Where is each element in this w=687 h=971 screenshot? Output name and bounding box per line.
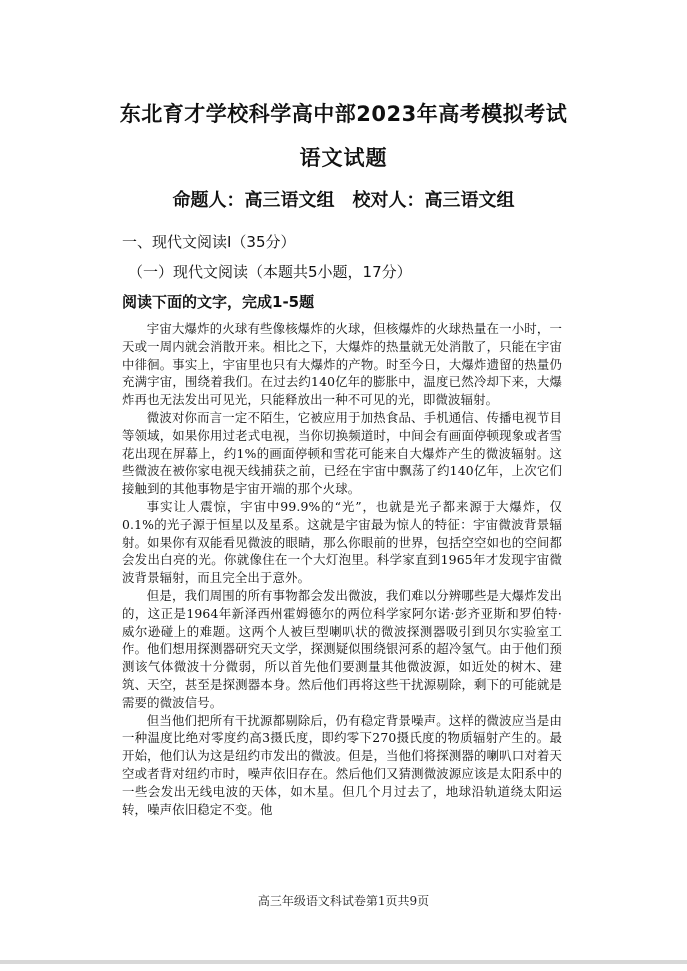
section-heading: 一、现代文阅读Ⅰ（35分）: [122, 233, 296, 251]
paragraph: 事实让人震惊，宇宙中99.9%的“光”，也就是光子都来源于大爆炸，仅0.1%的光子源于恒星以及星系。这就是宇宙最为惊人的特征：宇宙微波背景辐射。如果你有双能看见微波的眼睛，那么你眼前的世界，包括空空如也的空间都会发出白亮的光。你就像住在一个大灯泡里。科学家直到1965年才发现宇宙微波背景辐射，而且完全出于意外。: [122, 498, 562, 586]
paragraph: 微波对你而言一定不陌生，它被应用于加热食品、手机通信、传播电视节目等领域，如果你用过老式电视，当你切换频道时，中间会有画面停顿现象或者雪花出现在屏幕上，约1%的画面停顿和雪花可能来自大爆炸产生的微波辐射。这些微波在被你家电视天线捕获之前，已经在宇宙中飘荡了约140亿年，上次它们接触到的其他事物是宇宙开端的那个火球。: [122, 409, 562, 497]
paragraph: 但当他们把所有干扰源都剔除后，仍有稳定背景噪声。这样的微波应当是由一种温度比绝对零度约高3摄氏度，即约零下270摄氏度的物质辐射产生的。最开始，他们认为这是纽约市发出的微波。但是，当他们将探测器的喇叭口对着天空或者背对纽约市时，噪声依旧存在。然后他们又猜测微波源应该是太阳系中的一些会发出无线电波的天体，如木星。但几个月过去了，地球沿轨道绕太阳运转，噪声依旧稳定不变。他: [122, 712, 562, 817]
paragraph: 宇宙大爆炸的火球有些像核爆炸的火球，但核爆炸的火球热量在一小时，一天或一周内就会消散开来。相比之下，大爆炸的热量就无处消散了，只能在宇宙中徘徊。事实上，宇宙里也只有大爆炸的产物。时至今日，大爆炸遗留的热量仍充满宇宙，围绕着我们。在过去约140亿年的膨胀中，温度已然冷却下来，大爆炸再也无法发出可见光，只能释放出一种不可见的光，即微波辐射。: [122, 321, 562, 408]
exam-title: 东北育才学校科学高中部2023年高考模拟考试: [119, 102, 568, 126]
paragraph: 但是，我们周围的所有事物都会发出微波，我们难以分辨哪些是大爆炸发出的，这正是1964年新泽西州霍姆德尔的两位科学家阿尔诺·彭齐亚斯和罗伯特·威尔逊碰上的难题。这两个人被巨型喇叭状的微波探测器吸引到贝尔实验室工作。他们想用探测器研究天文学，探测疑似围绕银河系的超冷氢气。由于他们预测该气体微波十分微弱，所以首先他们要测量其他微波源，如近处的树木、建筑、天空，甚至是探测器本身。然后他们再将这些干扰源剔除，剩下的可能就是需要的微波信号。: [122, 587, 562, 710]
reading-passage: [122, 320, 562, 818]
page-footer: 高三年级语文科试卷第1页共9页: [257, 894, 430, 908]
subject-title: 语文试题: [299, 146, 388, 170]
subsection-heading: （一）现代文阅读（本题共5小题，17分）: [128, 263, 412, 281]
author-label: 命题人：高三语文组: [172, 190, 335, 211]
reading-instruction: 阅读下面的文字，完成1-5题: [122, 293, 315, 311]
reviewer-label: 校对人：高三语文组: [352, 190, 515, 211]
bottom-divider: [0, 960, 687, 964]
authors-line: [0, 186, 687, 212]
